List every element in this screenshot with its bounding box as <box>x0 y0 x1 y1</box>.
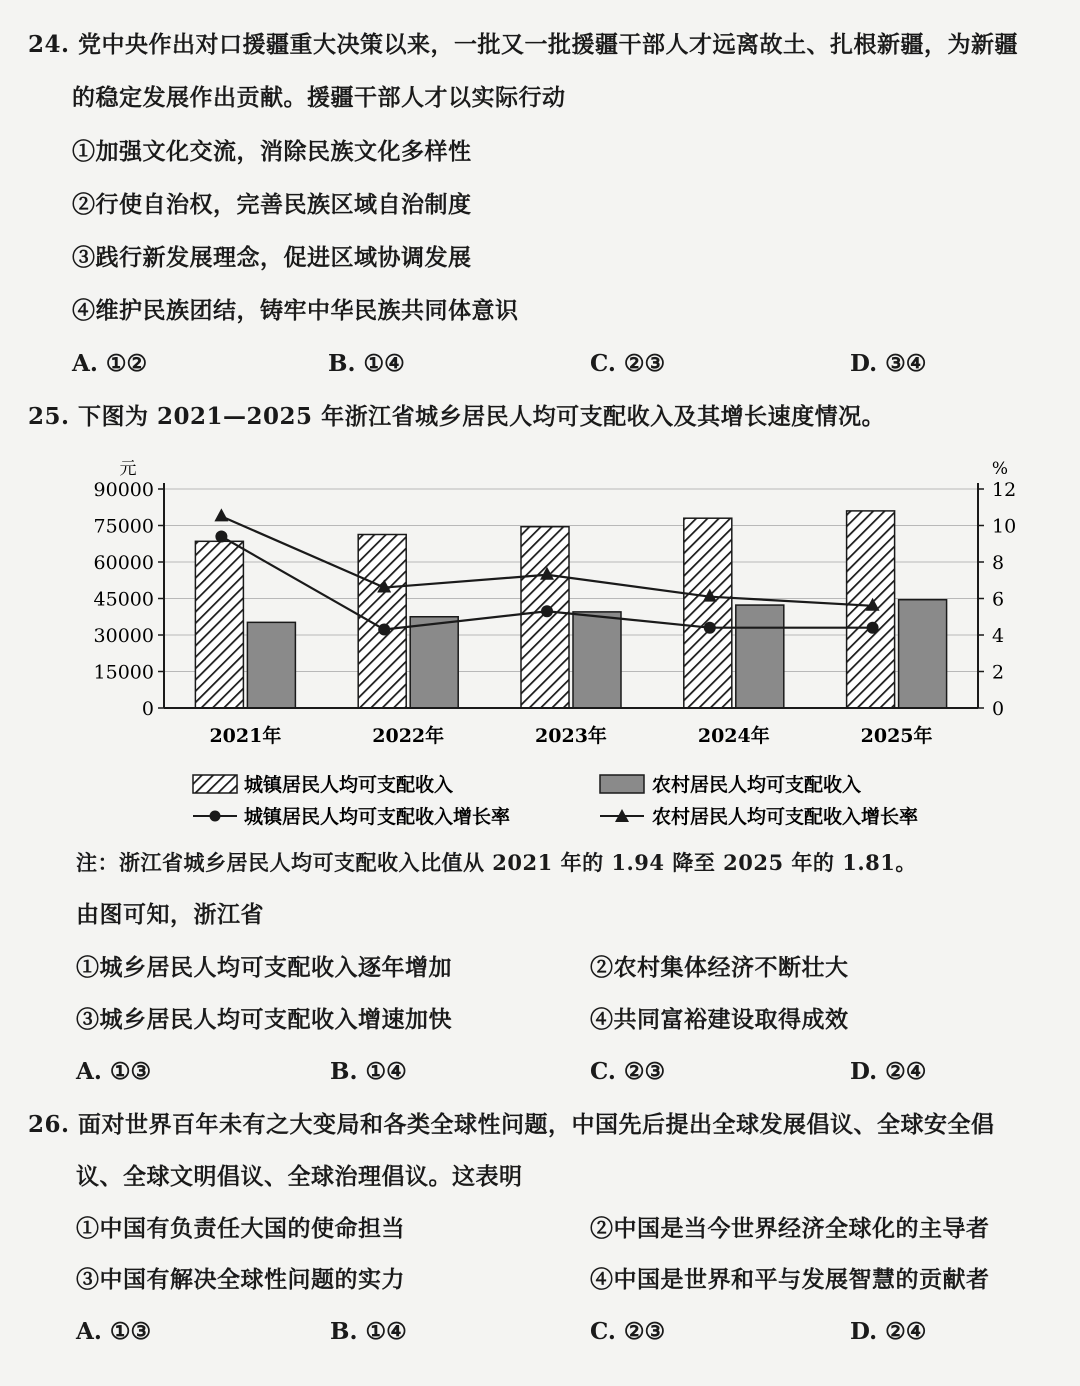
right-tick-label-2: 2 <box>992 661 1005 684</box>
q25-item-2: ②农村集体经济不断壮大 <box>590 954 849 981</box>
bar-urban-income-2 <box>521 527 569 708</box>
right-tick-label-8: 8 <box>992 552 1005 574</box>
point-rural-growth-0 <box>214 508 228 521</box>
right-axis-unit: % <box>991 459 1009 479</box>
q25-choice-c[interactable]: C. ②③ <box>590 1058 666 1085</box>
q24-item-1: ①加强文化交流，消除民族文化多样性 <box>72 138 472 165</box>
point-urban-growth-2 <box>541 605 553 617</box>
q25-stem: 25. 下图为 2021—2025 年浙江省城乡居民人均可支配收入及其增长速度情况。 <box>28 403 886 430</box>
q24-choice-b[interactable]: B. ①④ <box>328 350 405 377</box>
q24-choice-a[interactable]: A. ①② <box>72 350 148 377</box>
q26-item-3: ③中国有解决全球性问题的实力 <box>76 1266 405 1293</box>
bar-urban-income-3 <box>684 518 732 708</box>
q25-choice-a[interactable]: A. ①③ <box>76 1058 152 1085</box>
q24-stem-line1: 24. 党中央作出对口援疆重大决策以来，一批又一批援疆干部人才远离故土、扎根新疆，为新疆 <box>28 31 1019 58</box>
q25-item-3: ③城乡居民人均可支配收入增速加快 <box>76 1006 452 1033</box>
right-tick-label-12: 12 <box>992 479 1017 501</box>
x-tick-label-3: 2024年 <box>697 725 770 747</box>
x-tick-label-4: 2025年 <box>860 725 933 747</box>
q26-stem-line1: 26. 面对世界百年未有之大变局和各类全球性问题，中国先后提出全球发展倡议、全球安全倡 <box>28 1111 995 1138</box>
q26-item-2: ②中国是当今世界经济全球化的主导者 <box>590 1215 990 1242</box>
legend-marker-urban-growth <box>210 811 221 822</box>
q26-choice-a[interactable]: A. ①③ <box>76 1318 152 1345</box>
left-tick-label-0: 0 <box>141 698 154 720</box>
right-tick-label-0: 0 <box>992 698 1005 720</box>
q26-stem-line2: 议、全球文明倡议、全球治理倡议。这表明 <box>76 1163 523 1190</box>
legend-swatch-rural-income <box>600 775 644 793</box>
q26-choice-c[interactable]: C. ②③ <box>590 1318 666 1345</box>
left-axis-unit: 元 <box>119 459 137 479</box>
bar-rural-income-1 <box>410 617 458 708</box>
legend-swatch-urban-income <box>193 775 237 793</box>
left-tick-label-30000: 30000 <box>93 625 154 647</box>
bar-rural-income-2 <box>573 612 621 708</box>
point-urban-growth-0 <box>215 530 227 542</box>
q25-choice-d[interactable]: D. ②④ <box>850 1058 927 1085</box>
legend-label-urban-growth: 城镇居民人均可支配收入增长率 <box>244 806 511 828</box>
left-tick-label-90000: 90000 <box>93 479 154 501</box>
x-tick-label-0: 2021年 <box>209 725 282 747</box>
right-tick-label-4: 4 <box>992 625 1005 647</box>
left-tick-label-15000: 15000 <box>93 661 154 684</box>
bar-rural-income-0 <box>247 622 295 708</box>
legend-label-rural-growth: 农村居民人均可支配收入增长率 <box>652 806 919 828</box>
bar-rural-income-3 <box>736 605 784 708</box>
q26-choice-d[interactable]: D. ②④ <box>850 1318 927 1345</box>
q26-choice-b[interactable]: B. ①④ <box>330 1318 407 1345</box>
left-tick-label-45000: 45000 <box>93 588 154 611</box>
q25-choice-b[interactable]: B. ①④ <box>330 1058 407 1085</box>
q25-lead: 由图可知，浙江省 <box>76 901 264 928</box>
point-urban-growth-1 <box>378 624 390 636</box>
q24-item-3: ③践行新发展理念，促进区域协调发展 <box>72 244 472 271</box>
bar-rural-income-4 <box>899 600 947 708</box>
point-urban-growth-4 <box>867 622 879 634</box>
q24-item-4: ④维护民族团结，铸牢中华民族共同体意识 <box>72 297 519 324</box>
bar-urban-income-0 <box>195 541 243 708</box>
legend-label-rural-income: 农村居民人均可支配收入 <box>652 774 862 796</box>
q24-choice-d[interactable]: D. ③④ <box>850 350 927 377</box>
q25-note: 注：浙江省城乡居民人均可支配收入比值从 2021 年的 1.94 降至 2025 年的 1.81。 <box>76 850 917 875</box>
x-tick-label-2: 2023年 <box>535 725 607 747</box>
q26-item-4: ④中国是世界和平与发展智慧的贡献者 <box>590 1266 990 1293</box>
left-tick-label-75000: 75000 <box>93 515 154 538</box>
left-tick-label-60000: 60000 <box>93 552 154 574</box>
q24-choice-c[interactable]: C. ②③ <box>590 350 666 377</box>
bar-urban-income-1 <box>358 535 406 708</box>
x-tick-label-1: 2022年 <box>372 725 445 747</box>
right-tick-label-6: 6 <box>992 588 1005 611</box>
right-tick-label-10: 10 <box>992 515 1017 538</box>
q26-item-1: ①中国有负责任大国的使命担当 <box>76 1215 405 1242</box>
q24-stem-line2: 的稳定发展作出贡献。援疆干部人才以实际行动 <box>72 84 566 111</box>
q24-item-2: ②行使自治权，完善民族区域自治制度 <box>72 191 472 218</box>
q25-item-1: ①城乡居民人均可支配收入逐年增加 <box>76 954 452 981</box>
chart-legend <box>193 773 918 828</box>
q25-item-4: ④共同富裕建设取得成效 <box>590 1006 849 1033</box>
income-chart <box>60 452 1050 837</box>
legend-label-urban-income: 城镇居民人均可支配收入 <box>244 774 454 796</box>
chart-bars <box>195 511 946 708</box>
point-urban-growth-3 <box>704 622 716 634</box>
